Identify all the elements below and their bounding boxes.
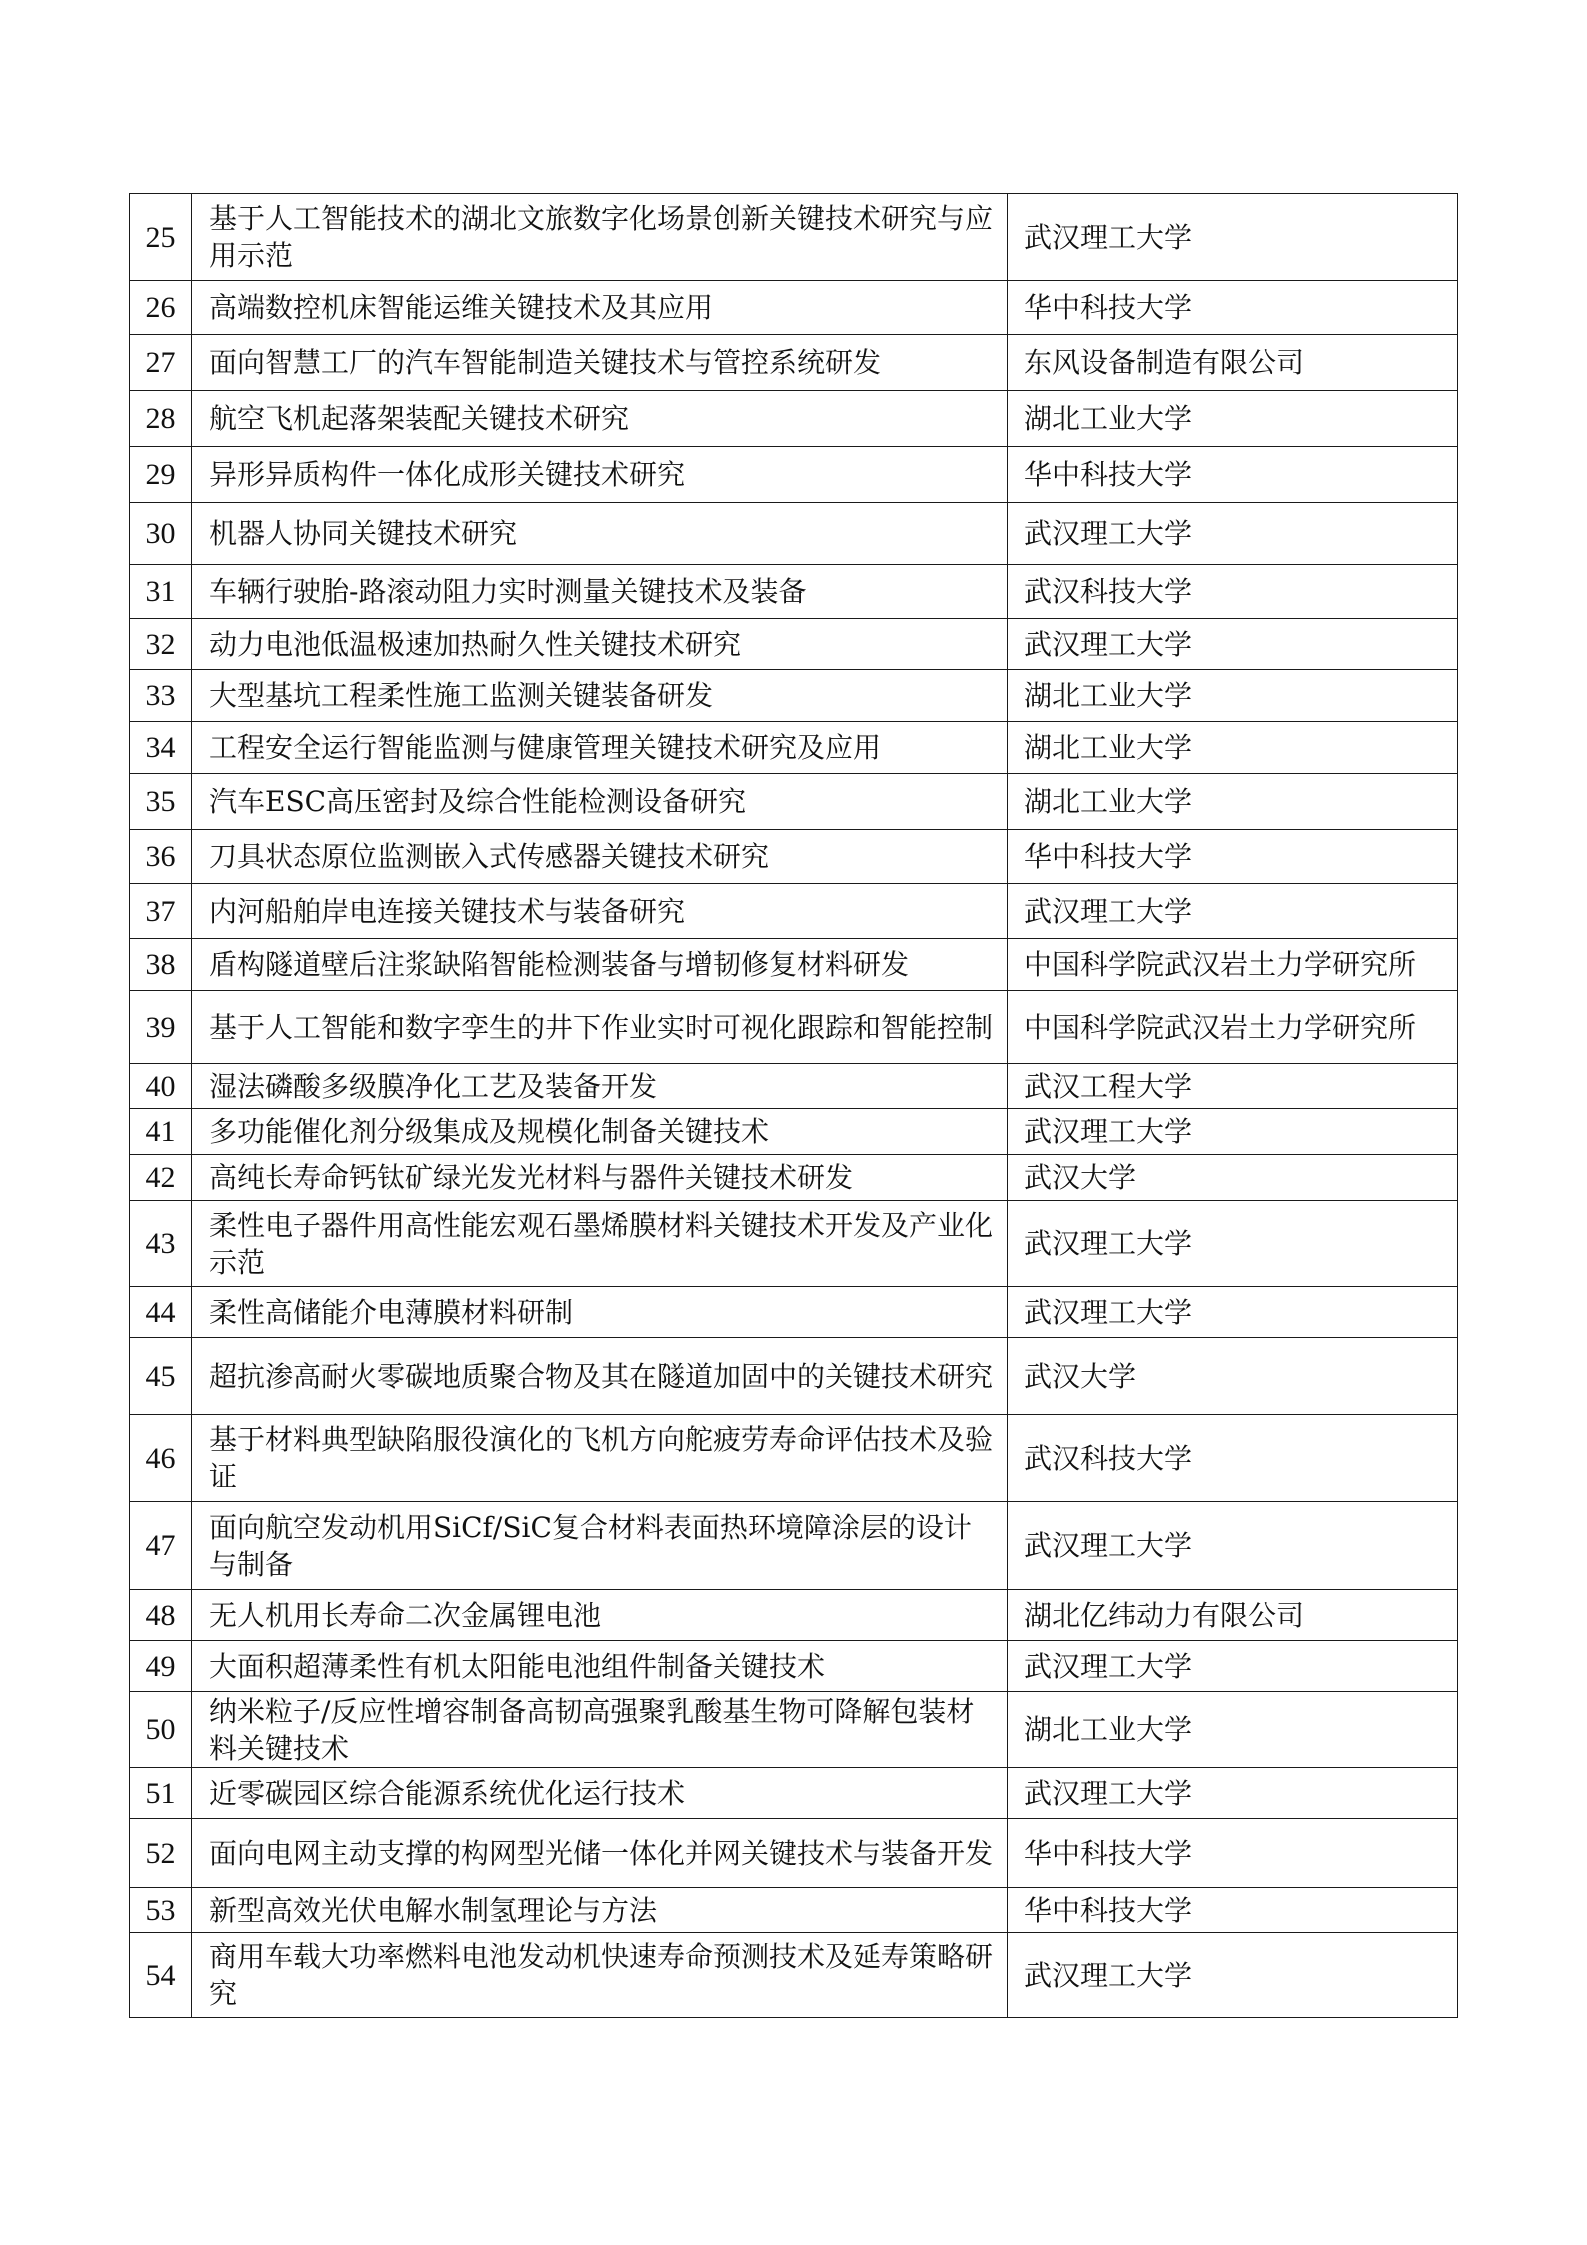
row-number-cell: 49 <box>130 1641 192 1692</box>
table-row <box>130 1502 1458 1590</box>
organization-cell: 武汉理工大学 <box>1008 1287 1458 1338</box>
row-number-cell: 39 <box>130 991 192 1064</box>
row-number-cell: 29 <box>130 447 192 503</box>
row-number-cell: 37 <box>130 884 192 939</box>
row-number-cell: 50 <box>130 1692 192 1768</box>
organization-cell: 华中科技大学 <box>1008 281 1458 335</box>
project-title-cell: 商用车载大功率燃料电池发动机快速寿命预测技术及延寿策略研究 <box>192 1933 1008 2018</box>
table-row <box>130 991 1458 1064</box>
organization-cell: 武汉理工大学 <box>1008 1109 1458 1155</box>
row-number-cell: 53 <box>130 1888 192 1933</box>
row-number-cell: 44 <box>130 1287 192 1338</box>
row-number-cell: 47 <box>130 1502 192 1590</box>
project-title-cell: 新型高效光伏电解水制氢理论与方法 <box>192 1888 1008 1933</box>
organization-cell: 武汉大学 <box>1008 1155 1458 1201</box>
table-row <box>130 1109 1458 1155</box>
organization-cell: 武汉大学 <box>1008 1338 1458 1415</box>
table-row <box>130 619 1458 670</box>
table-row <box>130 1064 1458 1109</box>
project-title-cell: 异形异质构件一体化成形关键技术研究 <box>192 447 1008 503</box>
row-number-cell: 52 <box>130 1819 192 1888</box>
row-number-cell: 43 <box>130 1201 192 1287</box>
table-row <box>130 1338 1458 1415</box>
table-row <box>130 565 1458 619</box>
row-number-cell: 28 <box>130 391 192 447</box>
project-title-cell: 盾构隧道壁后注浆缺陷智能检测装备与增韧修复材料研发 <box>192 939 1008 991</box>
table-row <box>130 830 1458 884</box>
table-row <box>130 1888 1458 1933</box>
table-row <box>130 939 1458 991</box>
organization-cell: 武汉理工大学 <box>1008 884 1458 939</box>
row-number-cell: 25 <box>130 194 192 281</box>
table-row <box>130 1768 1458 1819</box>
project-title-cell: 大型基坑工程柔性施工监测关键装备研发 <box>192 670 1008 722</box>
project-title-cell: 近零碳园区综合能源系统优化运行技术 <box>192 1768 1008 1819</box>
project-title-cell: 刀具状态原位监测嵌入式传感器关键技术研究 <box>192 830 1008 884</box>
row-number-cell: 33 <box>130 670 192 722</box>
row-number-cell: 31 <box>130 565 192 619</box>
project-title-cell: 柔性高储能介电薄膜材料研制 <box>192 1287 1008 1338</box>
organization-cell: 武汉理工大学 <box>1008 1641 1458 1692</box>
row-number-cell: 27 <box>130 335 192 391</box>
project-list-table <box>129 193 1458 2018</box>
row-number-cell: 38 <box>130 939 192 991</box>
table-row <box>130 1201 1458 1287</box>
project-title-cell: 车辆行驶胎-路滚动阻力实时测量关键技术及装备 <box>192 565 1008 619</box>
project-title-cell: 面向电网主动支撑的构网型光储一体化并网关键技术与装备开发 <box>192 1819 1008 1888</box>
organization-cell: 武汉理工大学 <box>1008 1768 1458 1819</box>
project-title-cell: 高端数控机床智能运维关键技术及其应用 <box>192 281 1008 335</box>
project-title-cell: 面向智慧工厂的汽车智能制造关键技术与管控系统研发 <box>192 335 1008 391</box>
row-number-cell: 42 <box>130 1155 192 1201</box>
project-title-cell: 纳米粒子/反应性增容制备高韧高强聚乳酸基生物可降解包装材料关键技术 <box>192 1692 1008 1768</box>
project-title-cell: 无人机用长寿命二次金属锂电池 <box>192 1590 1008 1641</box>
organization-cell: 湖北工业大学 <box>1008 722 1458 774</box>
project-title-cell: 高纯长寿命钙钛矿绿光发光材料与器件关键技术研发 <box>192 1155 1008 1201</box>
table-row <box>130 1590 1458 1641</box>
project-title-cell: 大面积超薄柔性有机太阳能电池组件制备关键技术 <box>192 1641 1008 1692</box>
table-row <box>130 503 1458 565</box>
table-row <box>130 722 1458 774</box>
organization-cell: 武汉理工大学 <box>1008 619 1458 670</box>
organization-cell: 湖北工业大学 <box>1008 1692 1458 1768</box>
row-number-cell: 40 <box>130 1064 192 1109</box>
table-row <box>130 1415 1458 1502</box>
organization-cell: 湖北工业大学 <box>1008 774 1458 830</box>
organization-cell: 中国科学院武汉岩土力学研究所 <box>1008 939 1458 991</box>
organization-cell: 华中科技大学 <box>1008 1888 1458 1933</box>
table-row <box>130 1692 1458 1768</box>
table-body <box>130 194 1458 2018</box>
project-title-cell: 航空飞机起落架装配关键技术研究 <box>192 391 1008 447</box>
project-title-cell: 工程安全运行智能监测与健康管理关键技术研究及应用 <box>192 722 1008 774</box>
organization-cell: 华中科技大学 <box>1008 1819 1458 1888</box>
organization-cell: 武汉理工大学 <box>1008 194 1458 281</box>
table-row <box>130 447 1458 503</box>
table-row <box>130 194 1458 281</box>
organization-cell: 武汉理工大学 <box>1008 1201 1458 1287</box>
project-title-cell: 动力电池低温极速加热耐久性关键技术研究 <box>192 619 1008 670</box>
table-row <box>130 1641 1458 1692</box>
project-title-cell: 面向航空发动机用SiCf/SiC复合材料表面热环境障涂层的设计与制备 <box>192 1502 1008 1590</box>
organization-cell: 武汉科技大学 <box>1008 565 1458 619</box>
row-number-cell: 46 <box>130 1415 192 1502</box>
project-title-cell: 机器人协同关键技术研究 <box>192 503 1008 565</box>
row-number-cell: 26 <box>130 281 192 335</box>
organization-cell: 湖北工业大学 <box>1008 391 1458 447</box>
project-title-cell: 基于人工智能和数字孪生的井下作业实时可视化跟踪和智能控制 <box>192 991 1008 1064</box>
organization-cell: 武汉科技大学 <box>1008 1415 1458 1502</box>
organization-cell: 湖北亿纬动力有限公司 <box>1008 1590 1458 1641</box>
table-row <box>130 1933 1458 2018</box>
project-title-cell: 超抗渗高耐火零碳地质聚合物及其在隧道加固中的关键技术研究 <box>192 1338 1008 1415</box>
project-title-cell: 基于材料典型缺陷服役演化的飞机方向舵疲劳寿命评估技术及验证 <box>192 1415 1008 1502</box>
table-row <box>130 281 1458 335</box>
table-row <box>130 1287 1458 1338</box>
organization-cell: 武汉理工大学 <box>1008 503 1458 565</box>
project-title-cell: 汽车ESC高压密封及综合性能检测设备研究 <box>192 774 1008 830</box>
project-title-cell: 多功能催化剂分级集成及规模化制备关键技术 <box>192 1109 1008 1155</box>
table-row <box>130 1819 1458 1888</box>
organization-cell: 武汉工程大学 <box>1008 1064 1458 1109</box>
row-number-cell: 51 <box>130 1768 192 1819</box>
project-title-cell: 柔性电子器件用高性能宏观石墨烯膜材料关键技术开发及产业化示范 <box>192 1201 1008 1287</box>
row-number-cell: 32 <box>130 619 192 670</box>
organization-cell: 湖北工业大学 <box>1008 670 1458 722</box>
row-number-cell: 48 <box>130 1590 192 1641</box>
table-row <box>130 391 1458 447</box>
row-number-cell: 54 <box>130 1933 192 2018</box>
organization-cell: 东风设备制造有限公司 <box>1008 335 1458 391</box>
row-number-cell: 41 <box>130 1109 192 1155</box>
table-row <box>130 1155 1458 1201</box>
organization-cell: 武汉理工大学 <box>1008 1933 1458 2018</box>
organization-cell: 华中科技大学 <box>1008 830 1458 884</box>
project-title-cell: 湿法磷酸多级膜净化工艺及装备开发 <box>192 1064 1008 1109</box>
organization-cell: 中国科学院武汉岩土力学研究所 <box>1008 991 1458 1064</box>
row-number-cell: 34 <box>130 722 192 774</box>
table-row <box>130 670 1458 722</box>
table-row <box>130 884 1458 939</box>
project-title-cell: 基于人工智能技术的湖北文旅数字化场景创新关键技术研究与应用示范 <box>192 194 1008 281</box>
row-number-cell: 45 <box>130 1338 192 1415</box>
project-title-cell: 内河船舶岸电连接关键技术与装备研究 <box>192 884 1008 939</box>
table-row <box>130 774 1458 830</box>
organization-cell: 武汉理工大学 <box>1008 1502 1458 1590</box>
row-number-cell: 30 <box>130 503 192 565</box>
organization-cell: 华中科技大学 <box>1008 447 1458 503</box>
table-row <box>130 335 1458 391</box>
row-number-cell: 36 <box>130 830 192 884</box>
row-number-cell: 35 <box>130 774 192 830</box>
